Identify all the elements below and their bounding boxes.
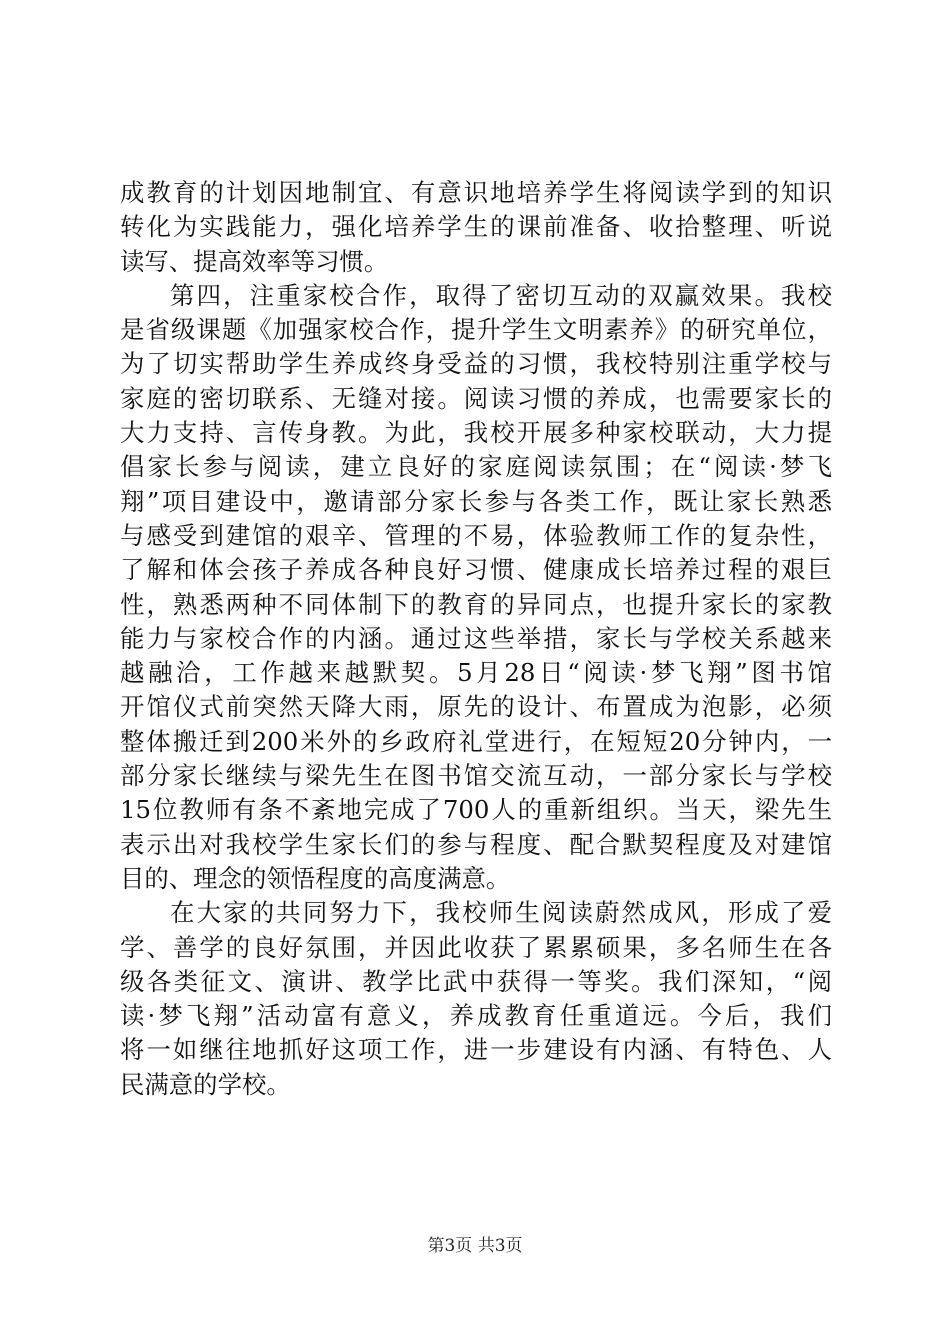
text-line: 民满意的学校。 [120,1069,291,1099]
text-line: 是省级课题《加强家校合作，提升学生文明素养》的研究单位， [120,315,832,345]
text-line: 学、善学的良好氛围，并因此收获了累累硕果，多名师生在各 [120,932,832,962]
paragraph-2 [120,279,832,896]
text-line: 在大家的共同努力下，我校师生阅读蔚然成风，形成了爱 [170,898,832,928]
text-line: 将一如继往地抓好这项工作，进一步建设有内涵、有特色、人 [120,1035,832,1065]
text-line: 性，熟悉两种不同体制下的教育的异同点，也提升家长的家教 [120,589,832,619]
text-line: 读·梦飞翔”活动富有意义，养成教育任重道远。今后，我们 [120,1001,832,1031]
text-line: 表示出对我校学生家长们的参与程度、配合默契程度及对建馆 [120,829,832,859]
document-body [120,176,832,1102]
text-line: 整体搬迁到200米外的乡政府礼堂进行，在短短20分钟内，一 [120,726,832,756]
text-line: 第四，注重家校合作，取得了密切互动的双赢效果。我校 [170,280,832,310]
text-line: 为了切实帮助学生养成终身受益的习惯，我校特别注重学校与 [120,349,832,379]
text-line: 了解和体会孩子养成各种良好习惯、健康成长培养过程的艰巨 [120,555,832,585]
text-line: 越融洽，工作越来越默契。5月28日“阅读·梦飞翔”图书馆 [120,658,832,688]
text-line: 目的、理念的领悟程度的高度满意。 [120,863,511,893]
text-line: 级各类征文、演讲、教学比武中获得一等奖。我们深知，“阅 [120,966,832,996]
text-line: 转化为实践能力，强化培养学生的课前准备、收拾整理、听说 [120,212,832,242]
text-line: 家庭的密切联系、无缝对接。阅读习惯的养成，也需要家长的 [120,383,832,413]
page-number-label: 第3页 共3页 [427,1236,523,1256]
text-line: 能力与家校合作的内涵。通过这些举措，家长与学校关系越来 [120,623,832,653]
text-line: 与感受到建馆的艰辛、管理的不易，体验教师工作的复杂性， [120,520,832,550]
text-line: 开馆仪式前突然天降大雨，原先的设计、布置成为泡影，必须 [120,692,832,722]
text-line: 大力支持、言传身教。为此，我校开展多种家校联动，大力提 [120,418,832,448]
text-line: 15位教师有条不紊地完成了700人的重新组织。当天，梁先生 [120,795,832,825]
text-line: 倡家长参与阅读，建立良好的家庭阅读氛围；在“阅读·梦飞 [120,452,832,482]
paragraph-3 [120,896,832,1102]
paragraph-1 [120,176,832,279]
text-line: 成教育的计划因地制宜、有意识地培养学生将阅读学到的知识 [120,178,832,207]
page-footer [0,1236,950,1256]
text-line: 读写、提高效率等习惯。 [120,246,389,276]
text-line: 部分家长继续与梁先生在图书馆交流互动，一部分家长与学校 [120,761,832,791]
text-line: 翔”项目建设中，邀请部分家长参与各类工作，既让家长熟悉 [120,486,832,516]
